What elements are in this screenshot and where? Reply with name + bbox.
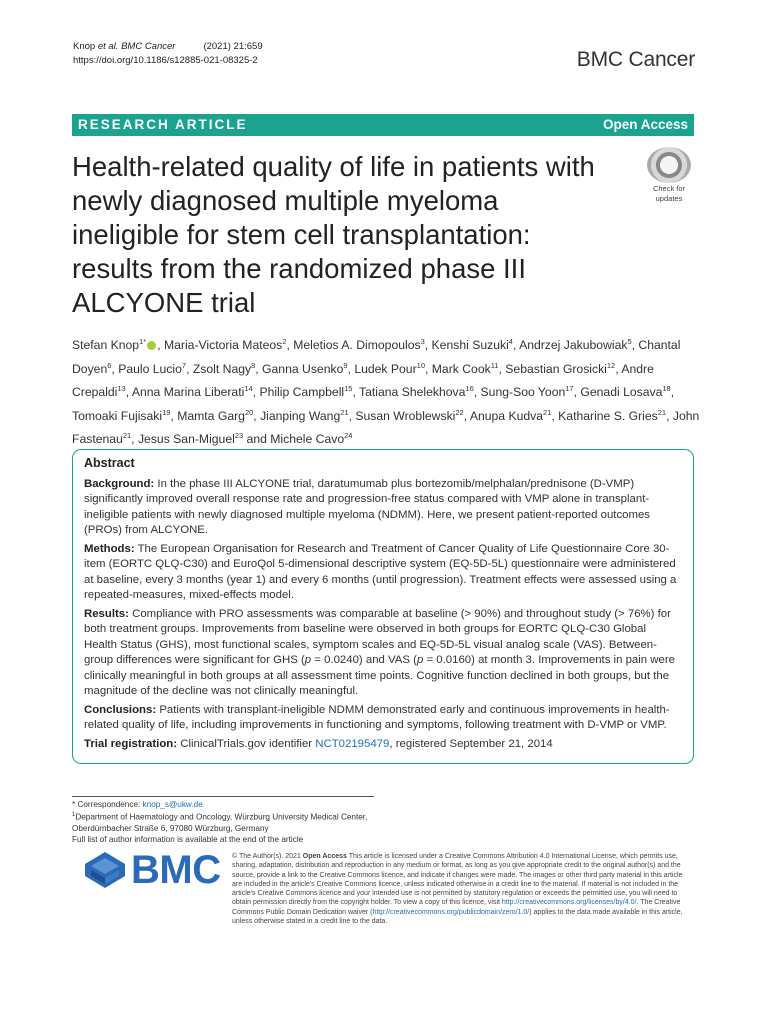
footnote-block [72,799,392,845]
author-entry [354,362,425,376]
author-entry [260,409,349,423]
abstract-conclusions [84,703,682,734]
author-affiliation-sup: 6 [107,360,112,370]
open-access-label: Open Access [602,117,688,132]
author-affiliation-sup: 8 [251,360,256,370]
results-label: Results: [84,607,129,620]
author-affiliation-sup: 4 [508,337,513,346]
affiliation-line [72,810,392,834]
methods-label: Methods: [84,542,135,555]
author-name[interactable]: Paulo Lucio [118,361,182,376]
author-name[interactable]: Susan Wroblewski [355,408,456,423]
author-name[interactable]: Maria-Victoria Mateos [163,338,283,353]
correspondence-line [72,799,392,810]
author-affiliation-sup: 19 [162,407,171,417]
author-entry [177,409,253,423]
author-name[interactable]: Genadi Losava [580,385,663,400]
author-name[interactable]: Mark Cook [431,361,491,376]
author-entry [262,362,347,376]
author-entry [558,409,666,423]
author-name[interactable]: Tatiana Shelekhova [359,385,466,400]
bmc-logo-icon [83,850,127,890]
author-list: Stefan Knop$^{1*}$ , Maria-Victoria Mateos$^2$, Meletios A. Dimopoulos$^3$, Kenshi Suzuki$^4$, Andrzej Jakubowiak$^5$, Chantal Doyen$^6$, Paulo Lucio$^7$, Zsolt Nagy$^8$, Ganna Usenko$^9$, Ludek Pour$^{10}$, Mark Cook$^{11}$, Sebastian Grosicki$^{12}$, Andre Crepaldi$^{13}$, Anna Marina Liberati$^{14}$, Philip Campbell$^{15}$, Tatiana Shelekhova$^{16}$, Sung-Soo Yoon$^{17}$, Genadi Losava$^{18}$, Tomoaki Fujisaki$^{19}$, Mamta Garg$^{20}$, Jianping Wang$^{21}$, Susan Wroblewski$^{22}$, Anupa Kudva$^{21}$, Katharine S. Gries$^{21}$, John Fastenau$^{21}$, Jesus San-Miguel$^{23}$ and Michele Cavo$^{24}$ [72,337,700,447]
results-text-b: = 0.0240) and VAS ( [311,654,417,666]
author-name[interactable]: Anupa Kudva [469,408,544,423]
author-affiliation-sup: 9 [343,360,348,370]
author-affiliation-sup: 3 [420,337,425,346]
article-title: Health-related quality of life in patients with newly diagnosed multiple myeloma ineligible for stem cell transplantation: results from the randomized phase III ALCYONE trial [72,151,595,318]
background-label: Background: [84,477,155,490]
author-name[interactable]: Stefan Knop [72,338,140,353]
author-affiliation-sup: 11 [490,360,499,370]
author-affiliation-sup: 21 [122,431,132,441]
check-updates-icon [647,147,691,183]
correspondence-email-link[interactable]: knop_s@ukw.de [142,800,203,809]
author-affiliation-sup: 21 [543,407,552,417]
author-entry [132,385,253,399]
author-name[interactable]: Philip Campbell [259,385,345,400]
abstract-methods [84,542,682,604]
author-entry [481,385,574,399]
trial-post: , registered September 21, 2014 [389,737,553,750]
background-text: In the phase III ALCYONE trial, daratumumab plus bortezomib/melphalan/prednisone (D-VMP) significantly improved overall response rate and progression-free status compared with VMP alone in transplant-ineligible patients with newly diagnosed multiple myeloma (NDMM). Here, we present patient-reported outcomes (PROs) from ALCYONE. [84,477,650,536]
author-affiliation-sup: 2 [282,337,287,346]
author-name[interactable]: Mamta Garg [177,408,245,423]
author-affiliation-sup: 5 [627,337,632,346]
results-text-c: = 0.0160) at month 3. Improvements in pain were clinically meaningful in both groups at all assessment time points. Cognitive function declined in both groups, but the magnitude of the decline was not clinically meaningful. [84,654,675,697]
author-name[interactable]: John Fastenau [72,408,700,447]
license-part1: © The Author(s). 2021 [232,853,303,860]
author-entry [519,338,632,352]
author-name[interactable]: Anna Marina Liberati [131,385,245,400]
bmc-logo-text: BMC [131,848,221,892]
citation-authors: Knop [73,41,98,52]
author-affiliation-sup: 13 [117,384,126,394]
author-name[interactable]: Andre Crepaldi [72,361,654,400]
author-name[interactable]: Kenshi Suzuki [431,338,509,353]
results-text-a: Compliance with PRO assessments was comparable at baseline (> 90%) and throughout study (> 76%) for both treatment groups. Improvements from baseline were observed in both groups for EORTC QLQ-C30 Global Health Status (GHS), most functional scales, symptom scales and EQ-5D-5L visual analog scale (VAS). Between-group differences were significant for GHS ( [84,607,671,666]
author-affiliation-sup: 12 [606,360,616,370]
author-affiliation-sup: 22 [455,407,464,417]
author-affiliation-sup: 21 [340,407,349,417]
author-name[interactable]: Andrzej Jakubowiak [519,338,628,353]
check-for-updates-button[interactable] [645,147,693,203]
author-info-note: Full list of author information is available at the end of the article [72,834,304,844]
license-open-access: Open Access [302,853,347,860]
license-part3: . The Creative Commons Public Domain Dedication waiver ( [232,899,681,916]
author-entry [470,409,552,423]
author-name[interactable]: Chantal Doyen [72,338,681,376]
author-entry [193,362,255,376]
author-affiliation-sup: 7 [181,360,187,370]
author-affiliation-sup: 18 [662,384,671,394]
trial-label: Trial registration: [84,737,178,750]
abstract-heading: Abstract [84,456,135,470]
author-affiliation-sup: 16 [465,384,474,394]
author-entry [580,385,670,399]
orcid-icon[interactable] [147,341,156,350]
author-entry [259,385,352,399]
affiliation-text: Department of Haematology and Oncology, Würzburg University Medical Center, Oberdürnbacher Straße 6, 97080 Würzburg, Germany [72,812,368,833]
author-affiliation-sup: 21 [657,407,667,417]
author-entry [355,409,463,423]
author-name[interactable]: Katharine S. Gries [558,408,658,423]
author-entry [270,432,352,446]
author-name[interactable]: Sebastian Grosicki [505,361,607,376]
author-affiliation-sup: 10 [416,360,425,370]
affiliation-sup: 1 [72,812,76,818]
doi-link[interactable]: https://doi.org/10.1186/s12885-021-08325-2 [73,55,258,66]
license-text [232,852,694,926]
methods-text: The European Organisation for Research and Treatment of Cancer Quality of Life Questionnaire Core 30-item (EORTC QLQ-C30) and EuroQol 5-dimensional descriptive system (EQ-5D-5L) questionnaire were administered at baseline, every 3 months (year 1) and every 6 months (until progression). Treatment effects were assessed using a repeated-measures, mixed-effects model. [84,542,677,601]
author-affiliation-sup: 23 [234,431,244,441]
abstract-box [72,449,694,764]
citation-block [73,40,263,68]
author-entry [293,338,425,352]
p-value-symbol: p [304,654,312,666]
author-affiliation-sup: 1* [139,337,147,346]
license-url-link[interactable]: http://creativecommons.org/licenses/by/4.0/ [501,899,637,907]
bmc-logo [83,848,221,892]
conclusions-label: Conclusions: [84,703,157,716]
author-name[interactable]: Sung-Soo Yoon [480,385,566,400]
author-entry [432,338,513,352]
citation-journal: et al. BMC Cancer [97,41,176,52]
abstract-trial-registration [84,737,682,753]
author-entry [118,362,186,376]
author-name[interactable]: Tomoaki Fujisaki [72,408,163,423]
author-affiliation-sup: 20 [244,407,254,417]
article-type-band [72,114,694,136]
author-affiliation-sup: 17 [565,384,574,394]
p-value-symbol: p [416,654,424,666]
license-part2: This article is licensed under a Creative Commons Attribution 4.0 International License, which permits use, sharing, adaptation, distribution and reproduction in any medium or format, as long as you give appropriate credit to the original author(s) and the source, provide a link to the Creative Commons licence, and indicate if changes were made. The images or other third party material in this article are included in the article's Creative Commons licence, unless indicated otherwise in a credit line to the material. If material is not included in the article's Creative Commons licence and your intended use is not permitted by statutory regulation or exceeds the permitted use, you will need to obtain permission directly from the copyright holder. To view a copy of this licence, visit [232,853,683,907]
license-part4: ) applies to the data made available in this article, unless otherwise stated in a credit line to the data. [232,908,683,926]
author-entry [72,409,170,423]
journal-name: BMC Cancer [576,48,695,71]
author-name[interactable]: Ganna Usenko [262,361,344,376]
author-entry [432,362,499,376]
article-type-label: RESEARCH ARTICLE [78,117,248,132]
conclusions-text: Patients with transplant-ineligible NDMM demonstrated early and continuous improvements in health-related quality of life, including improvements in functioning and symptoms, following treatment with D-VMP or VMP. [84,703,670,731]
author-name[interactable]: Meletios A. Dimopoulos [293,338,421,353]
abstract-background [84,477,682,539]
author-affiliation-sup: 14 [244,384,253,394]
check-updates-line1: Check for [652,184,686,193]
correspondence-label: * Correspondence: [72,800,143,809]
citation-line [73,40,263,54]
trial-id-link[interactable]: NCT02195479 [315,737,390,750]
author-name[interactable]: Jianping Wang [260,408,341,423]
author-name[interactable]: Jesus San-Miguel [137,432,235,447]
trial-pre: ClinicalTrials.gov identifier [177,737,316,750]
author-affiliation-sup: 15 [344,384,353,394]
check-updates-line2: updates [655,194,683,203]
author-entry [164,338,286,352]
author-name[interactable]: Ludek Pour [354,361,417,376]
citation-volume: (2021) 21:659 [203,41,263,52]
public-domain-url-link[interactable]: http://creativecommons.org/publicdomain/zero/1.0/ [372,908,530,916]
author-affiliation-sup: 24 [344,431,353,441]
author-entry [359,385,474,399]
author-entry [138,432,243,446]
author-entry [505,362,615,376]
abstract-results [84,607,682,700]
author-name[interactable]: Michele Cavo [270,432,345,447]
author-entry [72,338,157,352]
author-name[interactable]: Zsolt Nagy [192,361,252,376]
footnote-divider [72,796,374,797]
